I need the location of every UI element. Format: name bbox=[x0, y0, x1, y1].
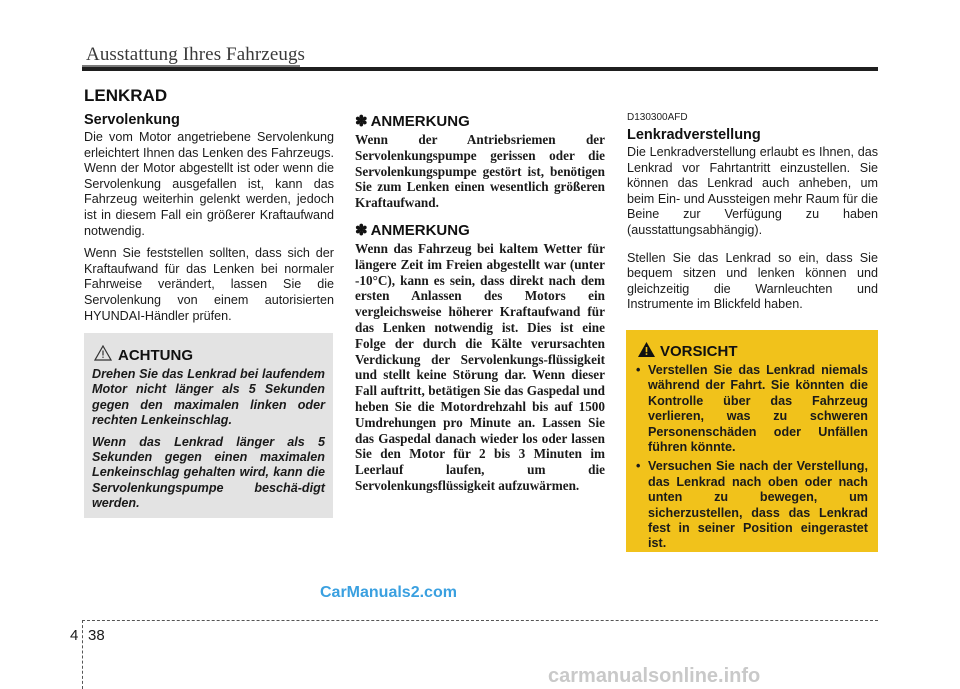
footer-vertical-divider bbox=[82, 620, 83, 689]
note-title: ANMERKUNG bbox=[370, 113, 470, 130]
note-heading bbox=[355, 221, 605, 239]
footer-divider bbox=[82, 620, 878, 621]
column-lenkradverstellung bbox=[627, 112, 878, 320]
caution-title: VORSICHT bbox=[660, 343, 738, 360]
star-icon: ✽ bbox=[355, 113, 368, 130]
column-servolenkung bbox=[84, 112, 334, 331]
warning-text bbox=[92, 367, 325, 518]
warning-triangle-icon bbox=[94, 345, 112, 361]
warning-paragraph: Wenn das Lenkrad länger als 5 Sekunden gegen einen maximalen Lenkeinschlag gehalten wird, kann die Servolenkungspumpe beschä-digt werden. bbox=[92, 434, 325, 511]
star-icon: ✽ bbox=[355, 221, 368, 239]
note-text: Wenn der Antriebsriemen der Servolenkungspumpe gerissen oder die Servolenkungspumpe gestört ist, benötigen Sie zum Lenken einen wesentlich größeren Kraftaufwand. bbox=[355, 132, 605, 211]
warning-title: ACHTUNG bbox=[118, 347, 193, 364]
note-heading bbox=[355, 112, 605, 130]
chapter-number: 4 bbox=[70, 627, 79, 644]
list-item: • Verstellen Sie das Lenkrad niemals während der Fahrt. Sie könnten die Kontrolle über das Fahrzeug verlieren, was zu schweren Personenschäden oder Unfällen führen könnte. bbox=[636, 363, 868, 455]
caution-box bbox=[626, 330, 878, 552]
paragraph: Stellen Sie das Lenkrad so ein, dass Sie bequem sitzen und lenken können und gleichzeitig die Warnleuchten und Instrumente im Blickfeld haben. bbox=[627, 250, 878, 312]
note-text: Wenn das Fahrzeug bei kaltem Wetter für längere Zeit im Freien abgestellt war (unter -10°C), kann es sein, dass direkt nach dem ersten Anlassen des Motors ein vergleichsweise höherer Kraftaufwand für das Lenken notwendig ist. Dies ist eine Folge der durch die Kälte verursachten Verdickung der Servolenkungs-flüssigkeit und stellt keine Störung dar. Wenn dieser Fall auftritt, betätigen Sie das Gaspedal und heben Sie die Motordrehzahl bis auf 1500 Umdrehungen pro Minute an. Lassen Sie das Gaspedal danach wieder los oder lassen Sie den Motor für 2 bis 3 Minuten im Leerlauf laufen, um die Servolenkungsflüssigkeit aufzuwärmen. bbox=[355, 240, 605, 493]
warning-paragraph: Drehen Sie das Lenkrad bei laufendem Motor nicht länger als 5 Sekunden gegen den maximalen linken oder rechten Lenkeinschlag. bbox=[92, 367, 325, 428]
paragraph: Die Lenkradverstellung erlaubt es Ihnen, das Lenkrad vor Fahrtantritt einzustellen. Sie können das Lenkrad auch anheben, um beim Ein- und Aussteigen mehr Raum für die Beine zur Verfügung zu haben (ausstattungsabhängig). bbox=[627, 145, 878, 237]
note-title: ANMERKUNG bbox=[370, 221, 470, 239]
header-title: Ausstattung Ihres Fahrzeugs bbox=[86, 44, 306, 65]
header-bar bbox=[82, 67, 878, 71]
paragraph: Wenn Sie feststellen sollten, dass sich der Kraftaufwand für das Lenken bei normaler Fahrweise verändert, lassen Sie die Servolenkung von einem autorisierten HYUNDAI-Händler prüfen. bbox=[84, 246, 334, 323]
page-number: 38 bbox=[88, 627, 105, 644]
paragraph: Die vom Motor angetriebene Servolenkung erleichtert Ihnen das Lenken des Fahrzeugs. Wenn der Motor abgestellt ist oder wenn die Servolenkung ausgefallen ist, kann das Fahrzeug weiterhin gelenkt werden, jedoch ist in diesem Fall ein größerer Kraftaufwand notwendig. bbox=[84, 130, 334, 238]
site-watermark: carmanualsonline.info bbox=[548, 665, 761, 687]
column-notes bbox=[355, 112, 605, 504]
subhead-lenkradverstellung: Lenkradverstellung bbox=[627, 127, 761, 143]
warning-box bbox=[84, 333, 333, 518]
caution-triangle-icon bbox=[637, 341, 656, 358]
list-item: • Versuchen Sie nach der Verstellung, das Lenkrad nach oben oder nach unten zu bewegen, um sicherzustellen, dass das Lenkrad fest in seiner Position eingerastet ist. bbox=[636, 459, 868, 551]
caution-list bbox=[636, 363, 868, 556]
subhead-servolenkung: Servolenkung bbox=[84, 112, 180, 128]
section-title: LENKRAD bbox=[84, 86, 168, 105]
section-code: D130300AFD bbox=[627, 112, 688, 123]
watermark-link[interactable]: CarManuals2.com bbox=[320, 584, 457, 601]
